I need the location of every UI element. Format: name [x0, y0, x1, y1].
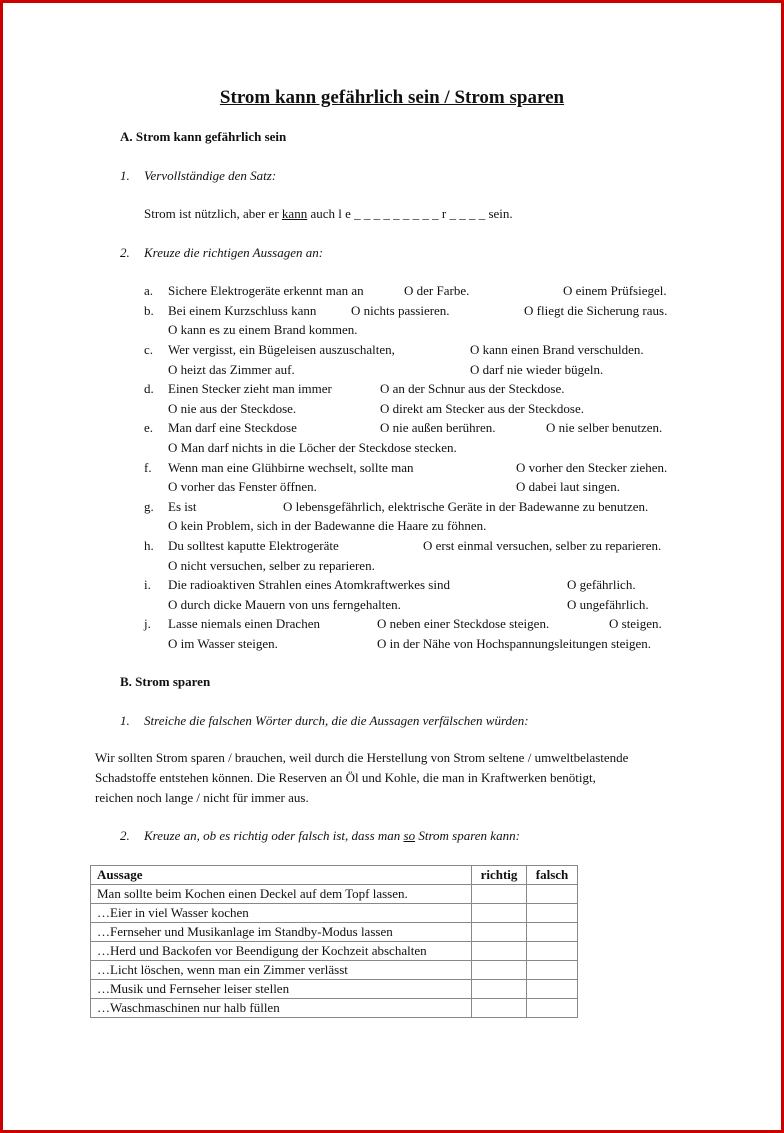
- sentence-kann: kann: [281, 206, 308, 221]
- falsch-cell[interactable]: [527, 904, 578, 923]
- item-d-letter: d.: [144, 381, 154, 396]
- statement-cell: …Herd und Backofen vor Beendigung der Kochzeit abschalten: [91, 942, 472, 961]
- task-b2-instruction: [144, 829, 520, 844]
- falsch-cell[interactable]: [527, 999, 578, 1018]
- item-j-option-3[interactable]: O im Wasser steigen.: [168, 636, 278, 651]
- item-e-option-3[interactable]: O Man darf nichts in die Löcher der Steckdose stecken.: [168, 440, 457, 455]
- item-f-stem: Wenn man eine Glühbirne wechselt, sollte man: [168, 460, 414, 475]
- instruction-part2: Strom sparen kann:: [415, 828, 520, 843]
- item-d-option-2[interactable]: O nie aus der Steckdose.: [168, 401, 297, 416]
- item-i-option-2[interactable]: O durch dicke Mauern von uns ferngehalten.: [168, 597, 401, 612]
- item-h-stem: Du solltest kaputte Elektrogeräte: [168, 538, 339, 553]
- task-a2-number: 2.: [120, 245, 130, 260]
- item-e-stem: Man darf eine Steckdose: [168, 420, 297, 435]
- item-h-letter: h.: [144, 538, 154, 553]
- statement-cell: …Licht löschen, wenn man ein Zimmer verlässt: [91, 961, 472, 980]
- header-aussage: Aussage: [91, 866, 472, 885]
- item-f-letter: f.: [144, 460, 152, 475]
- item-h-option-2[interactable]: O nicht versuchen, selber zu reparieren.: [168, 558, 375, 573]
- item-d-option-3[interactable]: O direkt am Stecker aus der Steckdose.: [380, 401, 584, 416]
- task-b1-number: 1.: [120, 713, 130, 728]
- item-j-stem: Lasse niemals einen Drachen: [168, 616, 320, 631]
- item-g-option-2[interactable]: O kein Problem, sich in der Badewanne die Haare zu föhnen.: [168, 518, 487, 533]
- instruction-part1: Kreuze an, ob es richtig oder falsch ist, dass man: [144, 828, 404, 843]
- item-b-letter: b.: [144, 303, 154, 318]
- strike-paragraph: [95, 748, 715, 808]
- item-c-stem: Wer vergisst, ein Bügeleisen auszuschalten,: [168, 342, 395, 357]
- table-row: [91, 942, 578, 961]
- paragraph-line-1[interactable]: Wir sollten Strom sparen / brauchen, weil durch die Herstellung von Strom seltene / umweltbelastende: [95, 750, 629, 765]
- item-a-letter: a.: [144, 283, 154, 298]
- item-d-stem: Einen Stecker zieht man immer: [168, 381, 332, 396]
- item-i-option-3[interactable]: O ungefährlich.: [567, 597, 649, 612]
- paragraph-line-2[interactable]: Schadstoffe entstehen können. Die Reserven an Öl und Kohle, die man in Kraftwerken benötigt,: [95, 770, 596, 785]
- item-e-option-1[interactable]: O nie außen berühren.: [380, 420, 496, 435]
- statement-cell: …Fernseher und Musikanlage im Standby-Modus lassen: [91, 923, 472, 942]
- item-j-option-4[interactable]: O in der Nähe von Hochspannungsleitungen steigen.: [377, 636, 652, 651]
- task-a1-instruction: Vervollständige den Satz:: [144, 168, 277, 183]
- item-g-option-1[interactable]: O lebensgefährlich, elektrische Geräte in der Badewanne zu benutzen.: [283, 499, 649, 514]
- item-f-option-3[interactable]: O dabei laut singen.: [516, 479, 620, 494]
- falsch-cell[interactable]: [527, 980, 578, 999]
- item-j-option-2[interactable]: O steigen.: [609, 616, 662, 631]
- statement-cell: …Musik und Fernseher leiser stellen: [91, 980, 472, 999]
- richtig-cell[interactable]: [472, 885, 527, 904]
- item-h-option-1[interactable]: O erst einmal versuchen, selber zu reparieren.: [423, 538, 662, 553]
- item-f-option-1[interactable]: O vorher den Stecker ziehen.: [516, 460, 668, 475]
- item-c-letter: c.: [144, 342, 154, 357]
- item-b-stem: Bei einem Kurzschluss kann: [168, 303, 317, 318]
- table-header-row: [91, 866, 578, 885]
- item-b-option-1[interactable]: O nichts passieren.: [351, 303, 450, 318]
- item-c-option-2[interactable]: O heizt das Zimmer auf.: [168, 362, 295, 377]
- instruction-so: so: [403, 828, 416, 843]
- section-b-heading: B. Strom sparen: [120, 674, 211, 689]
- richtig-cell[interactable]: [472, 999, 527, 1018]
- richtig-cell[interactable]: [472, 980, 527, 999]
- falsch-cell[interactable]: [527, 961, 578, 980]
- task-a1-number: 1.: [120, 168, 130, 183]
- fill-in-sentence: [144, 207, 513, 222]
- statement-cell: …Eier in viel Wasser kochen: [91, 904, 472, 923]
- item-a-stem: Sichere Elektrogeräte erkennt man an: [168, 283, 364, 298]
- item-b-option-3[interactable]: O kann es zu einem Brand kommen.: [168, 322, 358, 337]
- section-a-heading: A. Strom kann gefährlich sein: [120, 129, 287, 144]
- item-f-option-2[interactable]: O vorher das Fenster öffnen.: [168, 479, 317, 494]
- item-i-letter: i.: [144, 577, 151, 592]
- item-g-letter: g.: [144, 499, 154, 514]
- item-c-option-1[interactable]: O kann einen Brand verschulden.: [470, 342, 644, 357]
- item-j-option-1[interactable]: O neben einer Steckdose steigen.: [377, 616, 550, 631]
- falsch-cell[interactable]: [527, 942, 578, 961]
- task-b1-instruction: Streiche die falschen Wörter durch, die die Aussagen verfälschen würden:: [144, 713, 529, 728]
- table-row: [91, 885, 578, 904]
- table-row: [91, 999, 578, 1018]
- header-richtig: richtig: [472, 866, 527, 885]
- falsch-cell[interactable]: [527, 923, 578, 942]
- item-d-option-1[interactable]: O an der Schnur aus der Steckdose.: [380, 381, 565, 396]
- table-row: [91, 923, 578, 942]
- item-g-stem: Es ist: [168, 499, 197, 514]
- page-title: Strom kann gefährlich sein / Strom sparen: [219, 87, 565, 108]
- item-a-option-2[interactable]: O einem Prüfsiegel.: [563, 283, 667, 298]
- falsch-cell[interactable]: [527, 885, 578, 904]
- table-row: [91, 961, 578, 980]
- item-a-option-1[interactable]: O der Farbe.: [404, 283, 470, 298]
- item-c-option-3[interactable]: O darf nie wieder bügeln.: [470, 362, 604, 377]
- sentence-part1: Strom ist nützlich, aber er: [144, 206, 282, 221]
- richtig-cell[interactable]: [472, 923, 527, 942]
- item-e-letter: e.: [144, 420, 154, 435]
- richtig-cell[interactable]: [472, 904, 527, 923]
- statement-cell: …Waschmaschinen nur halb füllen: [91, 999, 472, 1018]
- header-falsch: falsch: [527, 866, 578, 885]
- item-j-letter: j.: [144, 616, 151, 631]
- table-row: [91, 980, 578, 999]
- aussage-table: [90, 865, 578, 1018]
- statement-cell: Man sollte beim Kochen einen Deckel auf dem Topf lassen.: [91, 885, 472, 904]
- item-e-option-2[interactable]: O nie selber benutzen.: [546, 420, 663, 435]
- paragraph-line-3[interactable]: reichen noch lange / nicht für immer aus.: [95, 790, 309, 805]
- richtig-cell[interactable]: [472, 961, 527, 980]
- item-b-option-2[interactable]: O fliegt die Sicherung raus.: [524, 303, 668, 318]
- table-row: [91, 904, 578, 923]
- task-b2-number: 2.: [120, 828, 130, 843]
- sentence-part2: auch l e _ _ _ _ _ _ _ _ _ r _ _ _ _ sein.: [307, 206, 513, 221]
- richtig-cell[interactable]: [472, 942, 527, 961]
- item-i-stem: Die radioaktiven Strahlen eines Atomkraftwerkes sind: [168, 577, 450, 592]
- task-a2-instruction: Kreuze die richtigen Aussagen an:: [144, 245, 324, 260]
- item-i-option-1[interactable]: O gefährlich.: [567, 577, 636, 592]
